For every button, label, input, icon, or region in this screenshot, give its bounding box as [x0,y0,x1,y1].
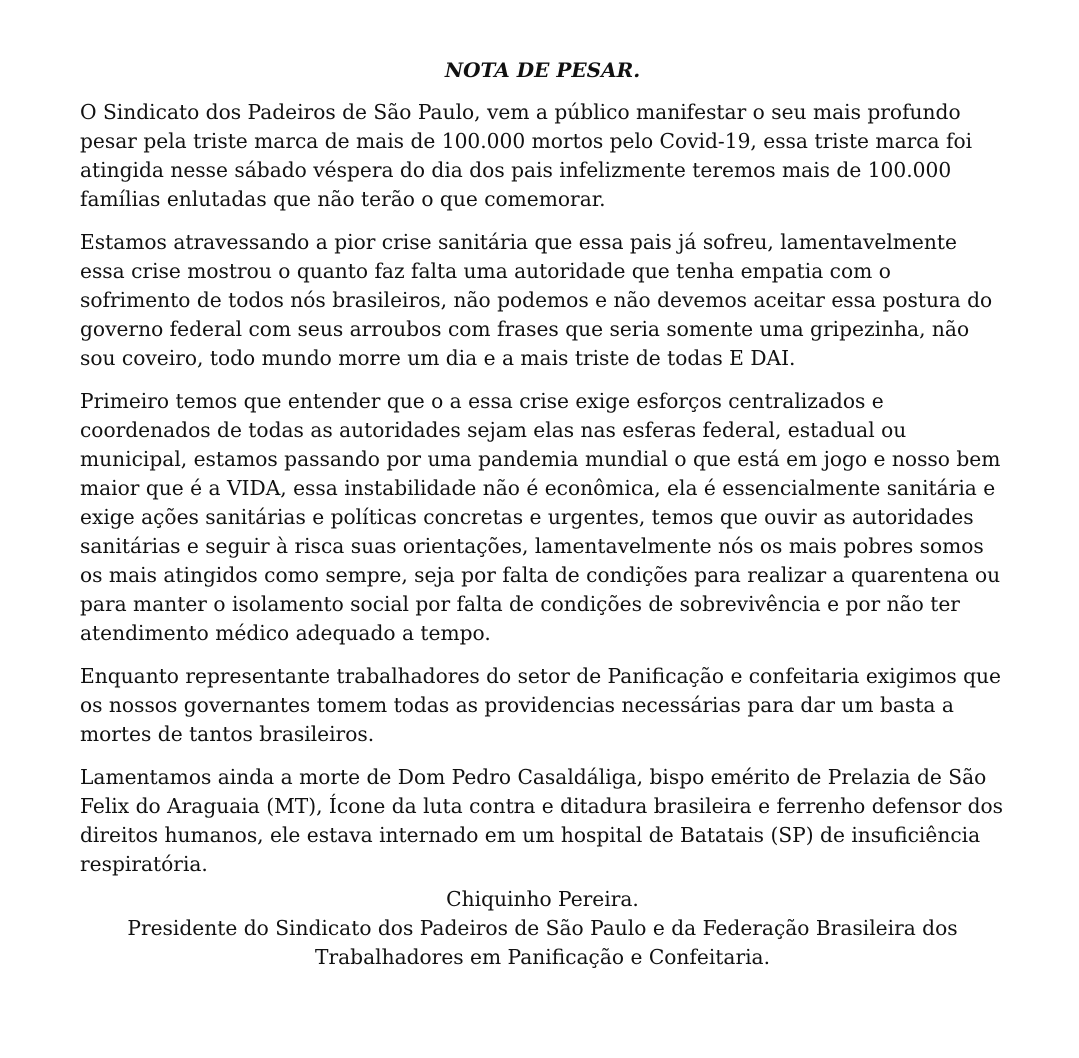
document-title: NOTA DE PESAR. [444,58,641,82]
signature-role-line-2: Trabalhadores em Panificação e Confeitaria. [315,945,770,969]
signature-role-line-1: Presidente do Sindicato dos Padeiros de São Paulo e da Federação Brasileira dos [127,916,958,940]
signature-block [80,885,1005,972]
paragraph-1: O Sindicato dos Padeiros de São Paulo, vem a público manifestar o seu mais profundo pesar pela triste marca de mais de 100.000 mortos pelo Covid-19, essa triste marca foi atingida nesse sábado véspera do dia dos pais infelizmente teremos mais de 100.000 famílias enlutadas que não terão o que comemorar. [80,100,973,211]
paragraph-2: Estamos atravessando a pior crise sanitária que essa pais já sofreu, lamentavelmente essa crise mostrou o quanto faz falta uma autoridade que tenha empatia com o sofrimento de todos nós brasileiros, não podemos e não devemos aceitar essa postura do governo federal com seus arroubos com frases que seria somente uma gripezinha, não sou coveiro, todo mundo morre um dia e a mais triste de todas E DAI. [80,230,993,370]
paragraph-4: Enquanto representante trabalhadores do setor de Panificação e confeitaria exigimos que os nossos governantes tomem todas as providencias necessárias para dar um basta a mortes de tantos brasileiros. [80,664,1001,746]
paragraph-3: Primeiro temos que entender que o a essa crise exige esforços centralizados e coordenados de todas as autoridades sejam elas nas esferas federal, estadual ou municipal, estamos passando por uma pandemia mundial o que está em jogo e nosso bem maior que é a VIDA, essa instabilidade não é econômica, ela é essencialmente sanitária e exige ações sanitárias e políticas concretas e urgentes, temos que ouvir as autoridades sanitárias e seguir à risca suas orientações, lamentavelmente nós os mais pobres somos os mais atingidos como sempre, seja por falta de condições para realizar a quarentena ou para manter o isolamento social por falta de condições de sobrevivência e por não ter atendimento médico adequado a tempo. [80,389,1001,645]
document-page [80,55,1005,972]
signature-name: Chiquinho Pereira. [446,887,639,911]
paragraph-5: Lamentamos ainda a morte de Dom Pedro Casaldáliga, bispo emérito de Prelazia de São Felix do Araguaia (MT), Ícone da luta contra e ditadura brasileira e ferrenho defensor dos direitos humanos, ele estava internado em um hospital de Batatais (SP) de insuficiência respiratória. [80,765,1004,876]
